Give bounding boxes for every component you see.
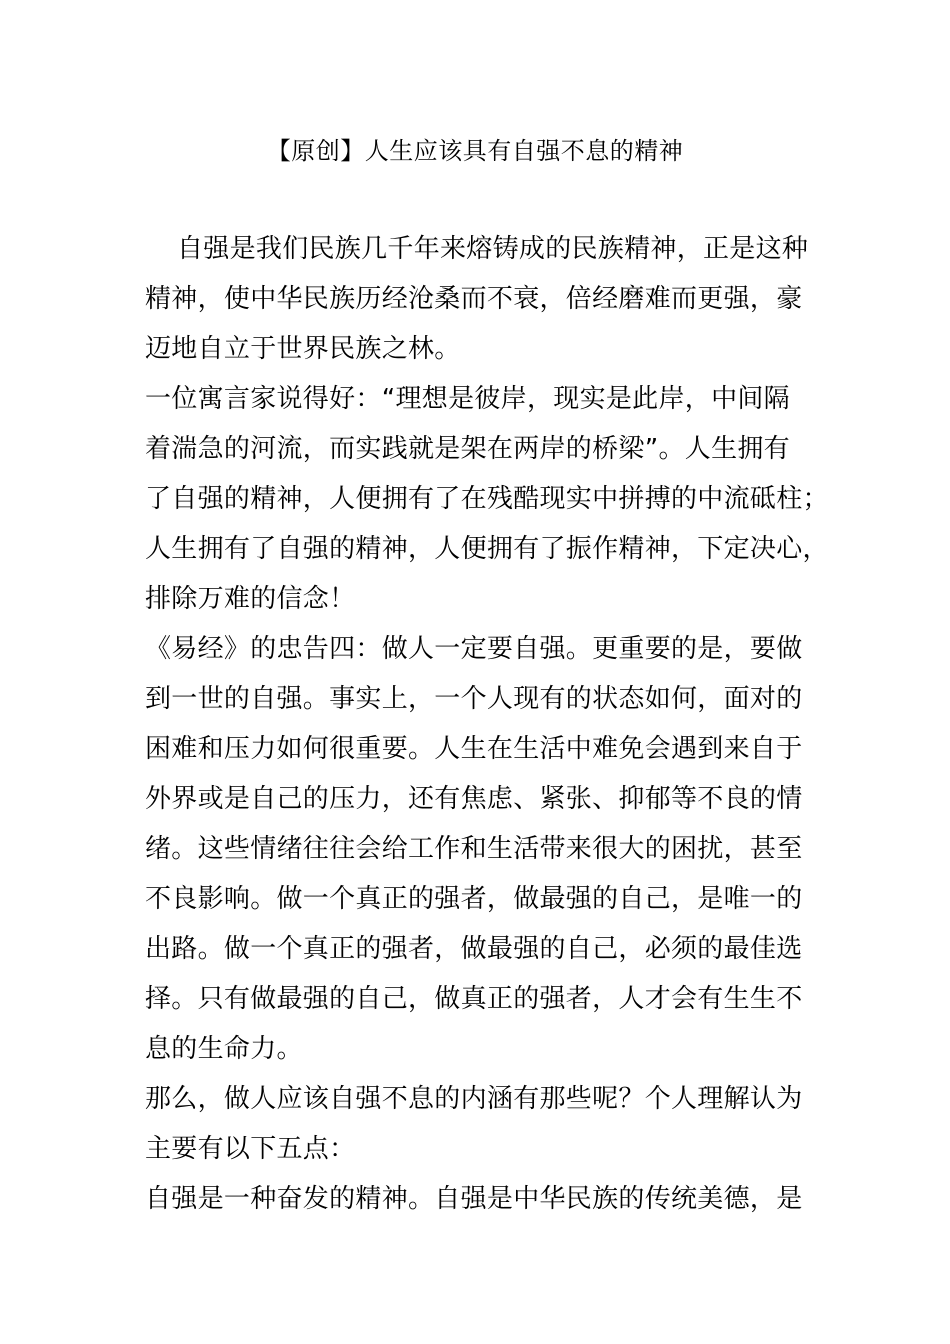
text-line: 到一世的自强。事实上，一个人现有的状态如何，面对的 — [145, 684, 803, 714]
text-line: 息的生命力。 — [145, 1034, 303, 1064]
text-line: 一位寓言家说得好：“理想是彼岸，现实是此岸，中间隔 — [145, 384, 790, 414]
text-line: 迈地自立于世界民族之林。 — [145, 334, 461, 364]
text-line: 出路。做一个真正的强者，做最强的自己，必须的最佳选 — [145, 934, 803, 964]
document-title: 【原创】人生应该具有自强不息的精神 — [266, 137, 684, 165]
text-line: 了自强的精神，人便拥有了在残酷现实中拼搏的中流砥柱； — [145, 484, 829, 514]
text-line: 那么，做人应该自强不息的内涵有那些呢？个人理解认为 — [145, 1084, 803, 1114]
text-line: 《易经》的忠告四：做人一定要自强。更重要的是，要做 — [145, 634, 803, 664]
text-line: 主要有以下五点： — [145, 1134, 356, 1164]
text-line: 绪。这些情绪往往会给工作和生活带来很大的困扰，甚至 — [145, 834, 803, 864]
text-line: 择。只有做最强的自己，做真正的强者，人才会有生生不 — [145, 984, 803, 1014]
text-line: 困难和压力如何很重要。人生在生活中难免会遇到来自于 — [145, 734, 803, 764]
text-line: 自强是一种奋发的精神。自强是中华民族的传统美德，是 — [145, 1184, 803, 1214]
text-line: 排除万难的信念！ — [145, 584, 356, 614]
text-line: 人生拥有了自强的精神，人便拥有了振作精神，下定决心， — [145, 534, 829, 564]
text-line: 着湍急的河流，而实践就是架在两岸的桥梁”。人生拥有 — [145, 434, 790, 464]
text-line: 自强是我们民族几千年来熔铸成的民族精神，正是这种 — [177, 234, 809, 264]
text-line: 外界或是自己的压力，还有焦虑、紧张、抑郁等不良的情 — [145, 784, 803, 814]
text-line: 不良影响。做一个真正的强者，做最强的自己，是唯一的 — [145, 884, 803, 914]
text-line: 精神，使中华民族历经沧桑而不衰，倍经磨难而更强，豪 — [145, 284, 803, 314]
